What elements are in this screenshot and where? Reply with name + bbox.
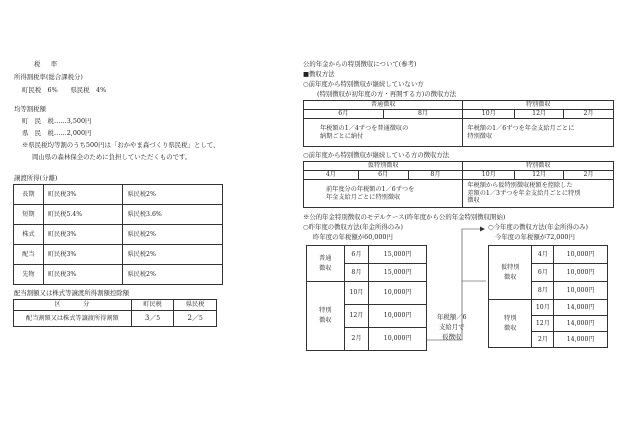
pref-fraction: 2／5	[174, 311, 217, 327]
town-rate: 町民税3%	[43, 225, 123, 245]
month-cell: 12月	[532, 316, 554, 332]
case2-table	[303, 161, 614, 208]
month-cell: 12月	[515, 110, 564, 119]
previous-year-table	[306, 245, 427, 351]
income-rate-title: 所得割税率(総合課税分)	[14, 73, 83, 81]
pref-rate: 県民税2%	[123, 265, 223, 285]
note-line-2: 岡山県の森林保全のために負担していただくものです。	[32, 153, 192, 161]
previous-year-subtitle: 昨年度の年税額が60,000円	[313, 233, 393, 241]
table-row	[14, 265, 223, 285]
normal-collection-group: 普通 徴収	[307, 246, 345, 282]
town-rate: 町民税3%	[43, 185, 123, 205]
method-subtitle: ■徴収方法	[303, 70, 335, 78]
amount-cell: 10,000円	[554, 246, 608, 264]
equal-pref: 県 民 税……2,000円	[22, 129, 92, 137]
month-cell: 4月	[532, 246, 554, 264]
table-row	[307, 282, 427, 305]
current-year-table	[488, 245, 608, 348]
provisional-group: 仮特別 徴収	[489, 246, 532, 300]
amount-cell: 10,000円	[369, 305, 427, 328]
amount-cell: 14,000円	[554, 332, 608, 348]
current-year-subtitle: 今年度の年税額が72,000円	[495, 233, 575, 241]
town-fraction: 3／5	[131, 311, 174, 327]
case1-table	[303, 100, 614, 147]
month-cell: 2月	[344, 328, 369, 351]
month-cell: 8月	[344, 264, 369, 282]
pref-rate: 県民税2%	[123, 225, 223, 245]
special-description: 年税額から仮特別徴収税額を控除した 差額の1／3ずつを年金支給月ごとに特別 徴収	[463, 180, 614, 208]
amount-cell: 14,000円	[554, 316, 608, 332]
month-cell: 6月	[304, 110, 384, 119]
provisional-collection-header: 仮特別徴収	[304, 162, 463, 171]
row-label: 株式	[14, 225, 44, 245]
table-header	[14, 300, 217, 311]
table-row	[489, 246, 608, 264]
month-cell: 8月	[383, 110, 463, 119]
case1-subtitle: (特別徴収が初年度の方・再開する方)の徴収方法	[317, 90, 457, 98]
current-year-title: ○今年度の徴収方法(年金所得のみ)	[488, 223, 589, 231]
month-cell: 10月	[463, 110, 515, 119]
equal-title: 均等割税額	[14, 105, 46, 113]
kubun-header: 区 分	[14, 300, 132, 311]
model-case-title: ※公的年金特別徴収のモデルケース(昨年度から公的年金特別徴収開始)	[303, 213, 506, 221]
row-label: 先物	[14, 265, 44, 285]
amount-cell: 10,000円	[369, 328, 427, 351]
pref-header: 県民税	[174, 300, 217, 311]
pref-rate: 県民税2%	[123, 185, 223, 205]
amount-cell: 10,000円	[554, 264, 608, 282]
tax-rate-heading: 税 率	[34, 60, 60, 68]
special-description: 年税額の1／6ずつを年金支給月ごとに 特別徴収	[463, 119, 614, 147]
equal-town: 町 民 税……3,500円	[22, 117, 92, 125]
previous-year-title: ○昨年度の徴収方法(年金所得のみ)	[303, 223, 404, 231]
month-cell: 10月	[344, 282, 369, 305]
month-cell: 2月	[564, 110, 614, 119]
month-cell: 10月	[463, 171, 515, 180]
row-label: 長期	[14, 185, 44, 205]
month-cell: 10月	[532, 300, 554, 316]
note-line-1: ※県民税均等割のうち500円は「おかやま森づくり県民税」として、	[22, 141, 220, 149]
table-row	[14, 225, 223, 245]
special-collection-group: 特別 徴収	[489, 300, 532, 348]
month-cell: 8月	[532, 282, 554, 300]
dividend-row-label: 配当割額又は株式等譲渡所得割額	[14, 311, 132, 327]
case1-title: ○前年度から特別徴収が継続していない方	[303, 80, 424, 88]
amount-cell: 15,000円	[369, 264, 427, 282]
month-cell: 12月	[344, 305, 369, 328]
month-cell: 12月	[515, 171, 564, 180]
provisional-description: 前年度分の年税額の1／6ずつを 年金支給月ごとに特別徴収	[304, 180, 463, 208]
dividend-table	[13, 299, 217, 327]
separate-income-title: 譲渡所得(分離)	[14, 174, 58, 182]
table-row	[14, 311, 217, 327]
amount-cell: 15,000円	[369, 246, 427, 264]
table-row	[14, 185, 223, 205]
month-cell: 8月	[408, 171, 463, 180]
table-row	[489, 300, 608, 316]
table-row	[14, 205, 223, 225]
month-cell: 6月	[532, 264, 554, 282]
amount-cell: 14,000円	[554, 300, 608, 316]
town-rate: 町民税3%	[43, 245, 123, 265]
pref-rate: 県民税3.6%	[123, 205, 223, 225]
special-collection-header: 特別徴収	[463, 162, 614, 171]
month-cell: 2月	[564, 171, 614, 180]
normal-collection-header: 普通徴収	[304, 101, 463, 110]
month-cell: 2月	[532, 332, 554, 348]
amount-cell: 10,000円	[554, 282, 608, 300]
amount-cell: 10,000円	[369, 282, 427, 305]
town-rate: 町民税5.4%	[43, 205, 123, 225]
town-rate: 町民税3%	[43, 265, 123, 285]
row-label: 短期	[14, 205, 44, 225]
special-collection-group: 特別 徴収	[307, 282, 345, 351]
table-row	[307, 246, 427, 264]
normal-description: 年税額の1／4ずつを普通徴収の 納期ごとに納付	[304, 119, 463, 147]
provisional-note: 年税額／6 支給月で 仮徴収	[437, 313, 467, 341]
income-rate-line: 町民税 6% 県民税 4%	[22, 86, 107, 94]
table-row	[14, 245, 223, 265]
pref-rate: 県民税2%	[123, 245, 223, 265]
month-cell: 6月	[358, 171, 408, 180]
town-header: 町民税	[131, 300, 174, 311]
month-cell: 4月	[304, 171, 359, 180]
special-collection-title: 公的年金からの特別徴収について(参考)	[303, 60, 417, 68]
row-label: 配当	[14, 245, 44, 265]
special-collection-header: 特別徴収	[463, 101, 614, 110]
case2-title: ○前年度から特別徴収が継続している方の徴収方法	[303, 151, 450, 159]
month-cell: 6月	[344, 246, 369, 264]
separate-income-table	[13, 184, 223, 285]
dividend-title: 配当割額又は株式等譲渡所得割額控除額	[14, 289, 130, 297]
connector-arrow-icon	[420, 225, 490, 345]
